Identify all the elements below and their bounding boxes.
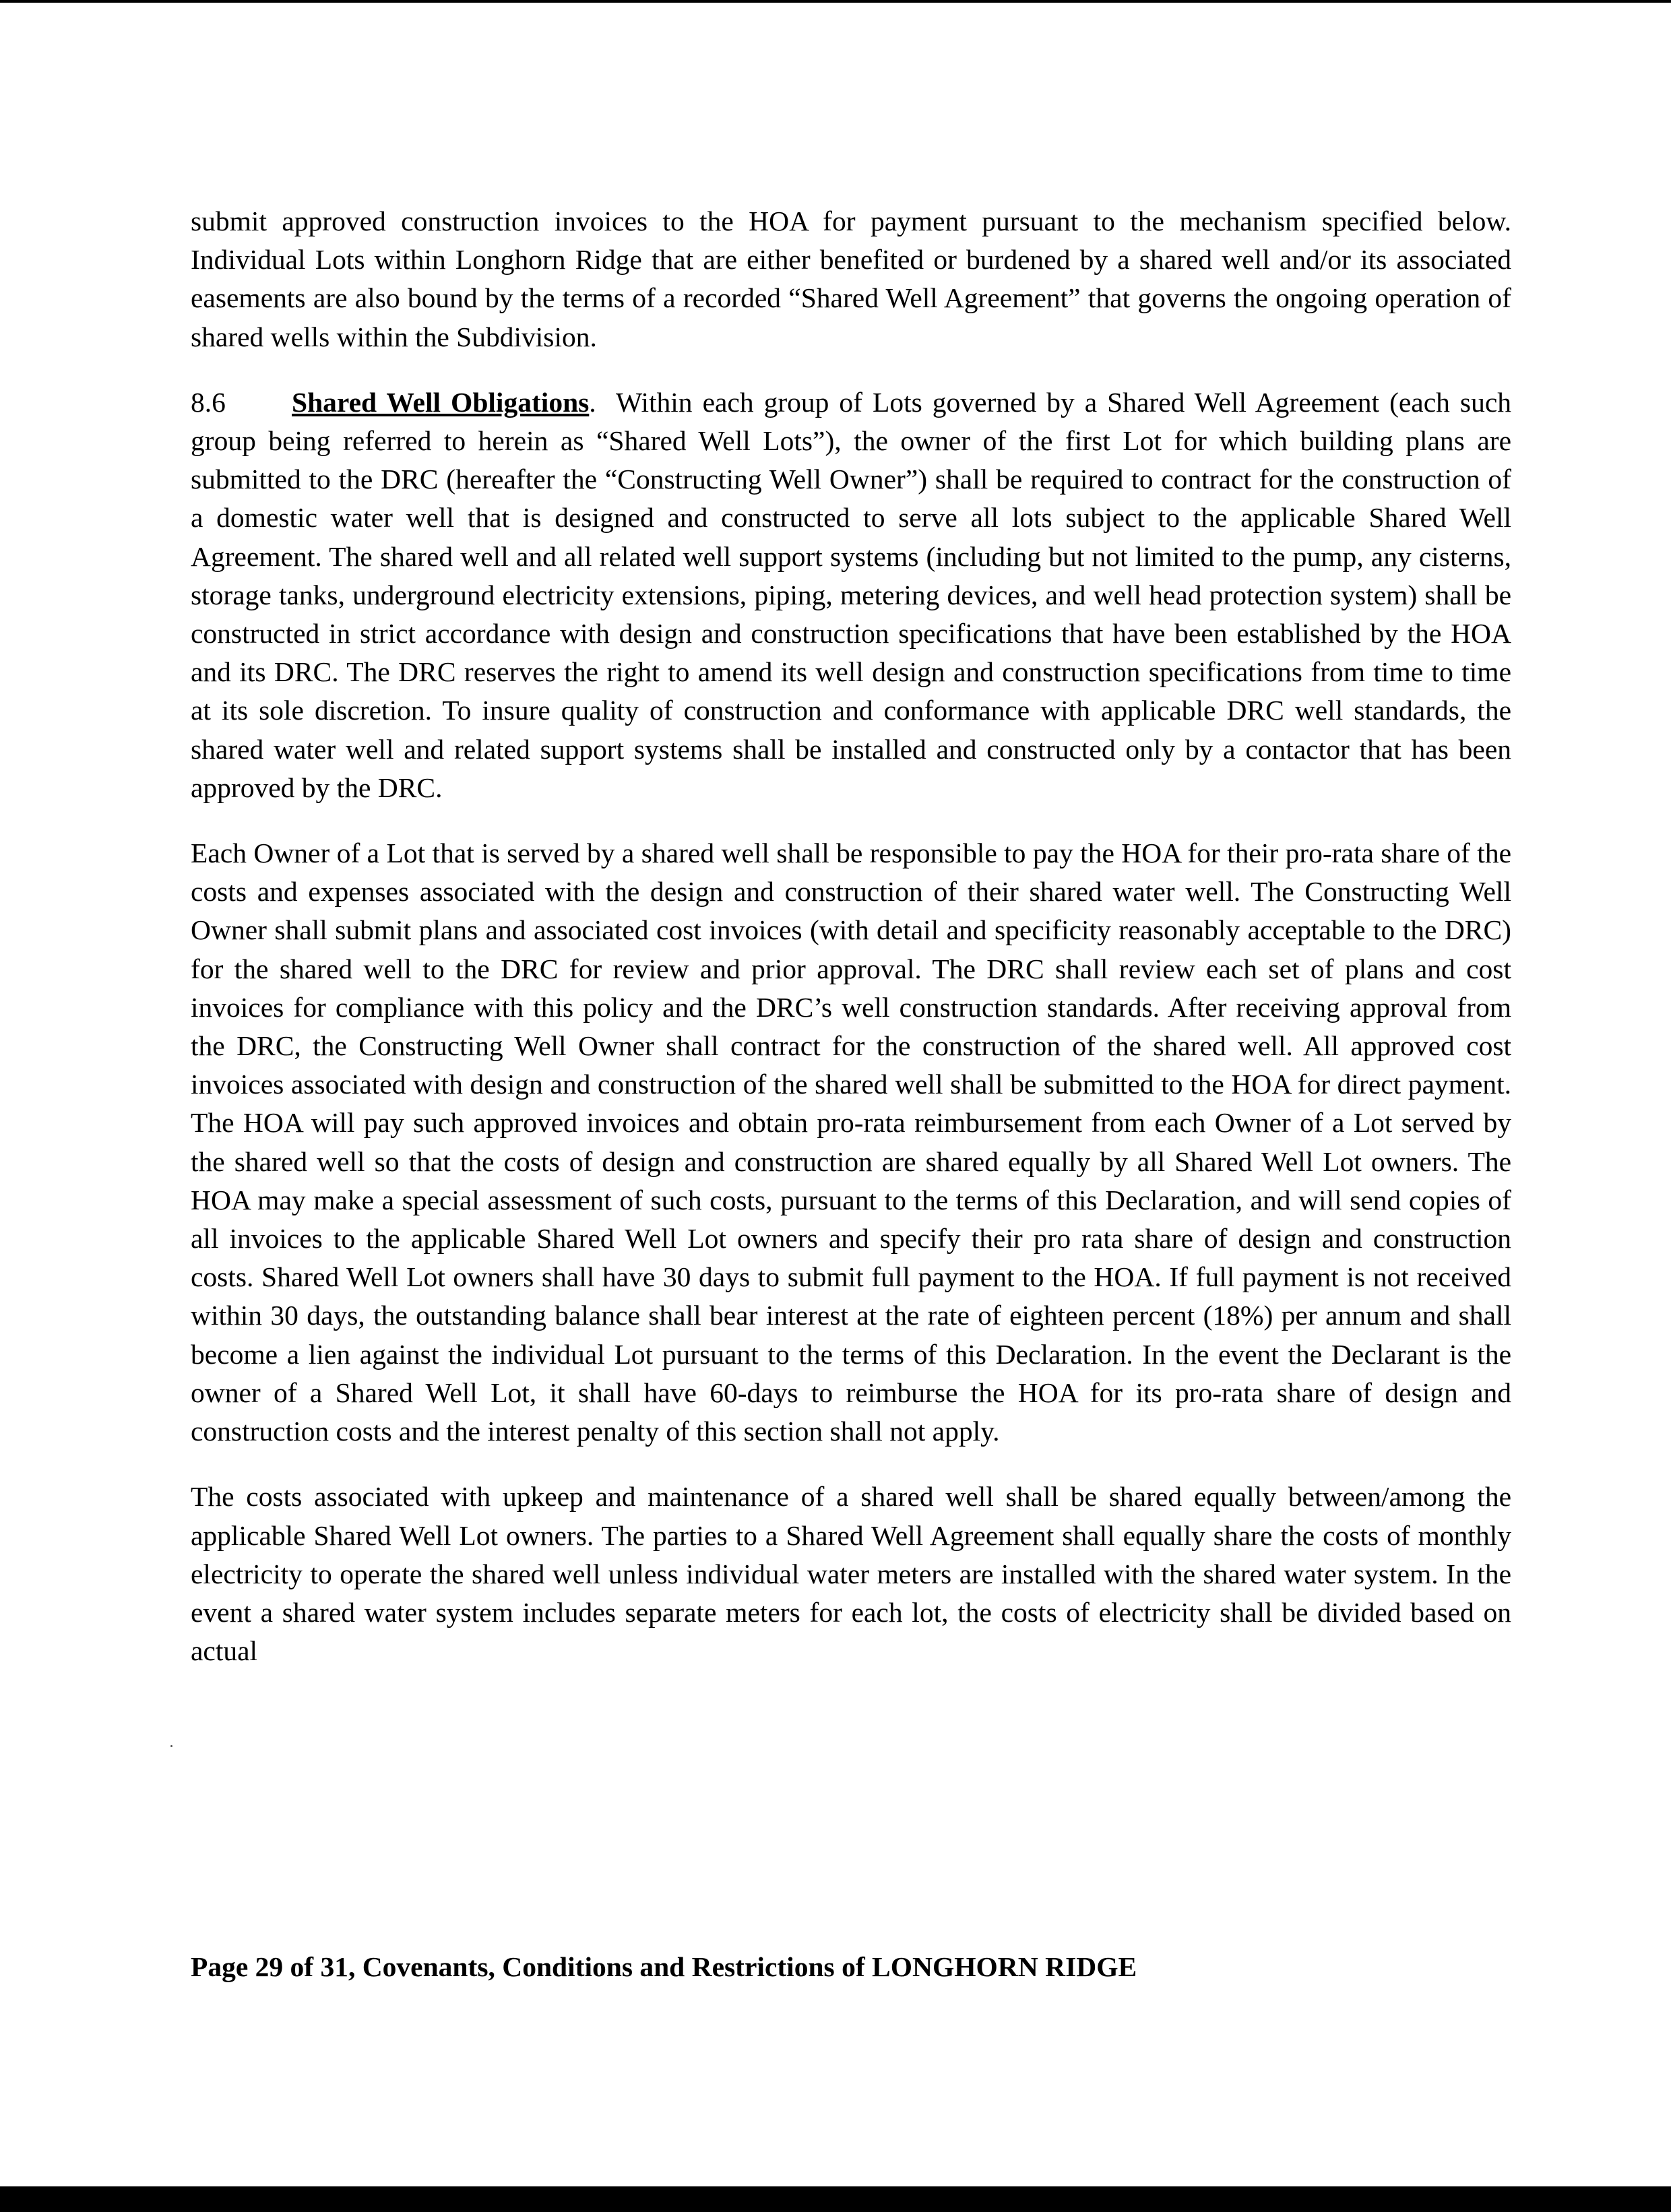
paragraph-gap: [191, 1451, 1511, 1478]
section-number: 8.6: [191, 386, 226, 418]
paragraph-upkeep: The costs associated with upkeep and maintenance of a shared well shall be shared equally between/among the applicable Shared Well Lot owners. The parties to a Shared Well Agreement shall equally share the costs of monthly electricity to operate the shared well unless individual water meters are installed with the shared water system. In the event a shared water system includes separate meters for each lot, the costs of electricity shall be divided based on actual: [191, 1481, 1511, 1667]
section-title: Shared Well Obligations: [292, 386, 590, 418]
paragraph-gap: [191, 807, 1511, 834]
paragraph-gap: [191, 356, 1511, 383]
scan-bottom-band: [0, 2186, 1671, 2212]
scan-speck: [170, 1745, 172, 1747]
page-footer: Page 29 of 31, Covenants, Conditions and Restrictions of LONGHORN RIDGE: [191, 1951, 1137, 1982]
paragraph-costs: Each Owner of a Lot that is served by a shared well shall be responsible to pay the HOA for their pro-rata share of the costs and expenses associated with the design and construction of their shared water well. The Constructing Well Owner shall submit plans and associated cost invoices (with detail and specificity reasonably acceptable to the DRC) for the shared well to the DRC for review and prior approval. The DRC shall review each set of plans and cost invoices for compliance with this policy and the DRC’s well construction standards. After receiving approval from the DRC, the Constructing Well Owner shall contract for the construction of the shared well. All approved cost invoices associated with design and construction of the shared well shall be submitted to the HOA for direct payment. The HOA will pay such approved invoices and obtain pro-rata reimbursement from each Owner of a Lot served by the shared well so that the costs of design and construction are shared equally by all Shared Well Lot owners. The HOA may make a special assessment of such costs, pursuant to the terms of this Declaration, and will send copies of all invoices to the applicable Shared Well Lot owners and specify their pro rata share of design and construction costs. Shared Well Lot owners shall have 30 days to submit full payment to the HOA. If full payment is not received within 30 days, the outstanding balance shall bear interest at the rate of eighteen percent (18%) per annum and shall become a lien against the individual Lot pursuant to the terms of this Declaration. In the event the Declarant is the owner of a Shared Well Lot, it shall have 60-days to reimburse the HOA for its pro-rata share of design and construction costs and the interest penalty of this section shall not apply.: [191, 838, 1511, 1447]
document-body: [191, 202, 1511, 1670]
section-8-6: [191, 383, 1511, 807]
section-title-suffix: .: [589, 386, 596, 418]
scan-top-edge: [0, 0, 1671, 3]
paragraph-intro: submit approved construction invoices to the HOA for payment pursuant to the mechanism specified below. Individual Lots within Longhorn Ridge that are either benefited or burdened by a shared well and/or its associated easements are also bound by the terms of a recorded “Shared Well Agreement” that governs the ongoing operation of shared wells within the Subdivision.: [191, 206, 1511, 352]
section-body: Within each group of Lots governed by a Shared Well Agreement (each such group being referred to herein as “Shared Well Lots”), the owner of the first Lot for which building plans are submitted to the DRC (hereafter the “Constructing Well Owner”) shall be required to contract for the construction of a domestic water well that is designed and constructed to serve all lots subject to the applicable Shared Well Agreement. The shared well and all related well support systems (including but not limited to the pump, any cisterns, storage tanks, underground electricity extensions, piping, metering devices, and well head protection system) shall be constructed in strict accordance with design and construction specifications that have been established by the HOA and its DRC. The DRC reserves the right to amend its well design and construction specifications from time to time at its sole discretion. To insure quality of construction and conformance with applicable DRC well standards, the shared water well and related support systems shall be installed and constructed only by a contactor that has been approved by the DRC.: [191, 386, 1511, 803]
